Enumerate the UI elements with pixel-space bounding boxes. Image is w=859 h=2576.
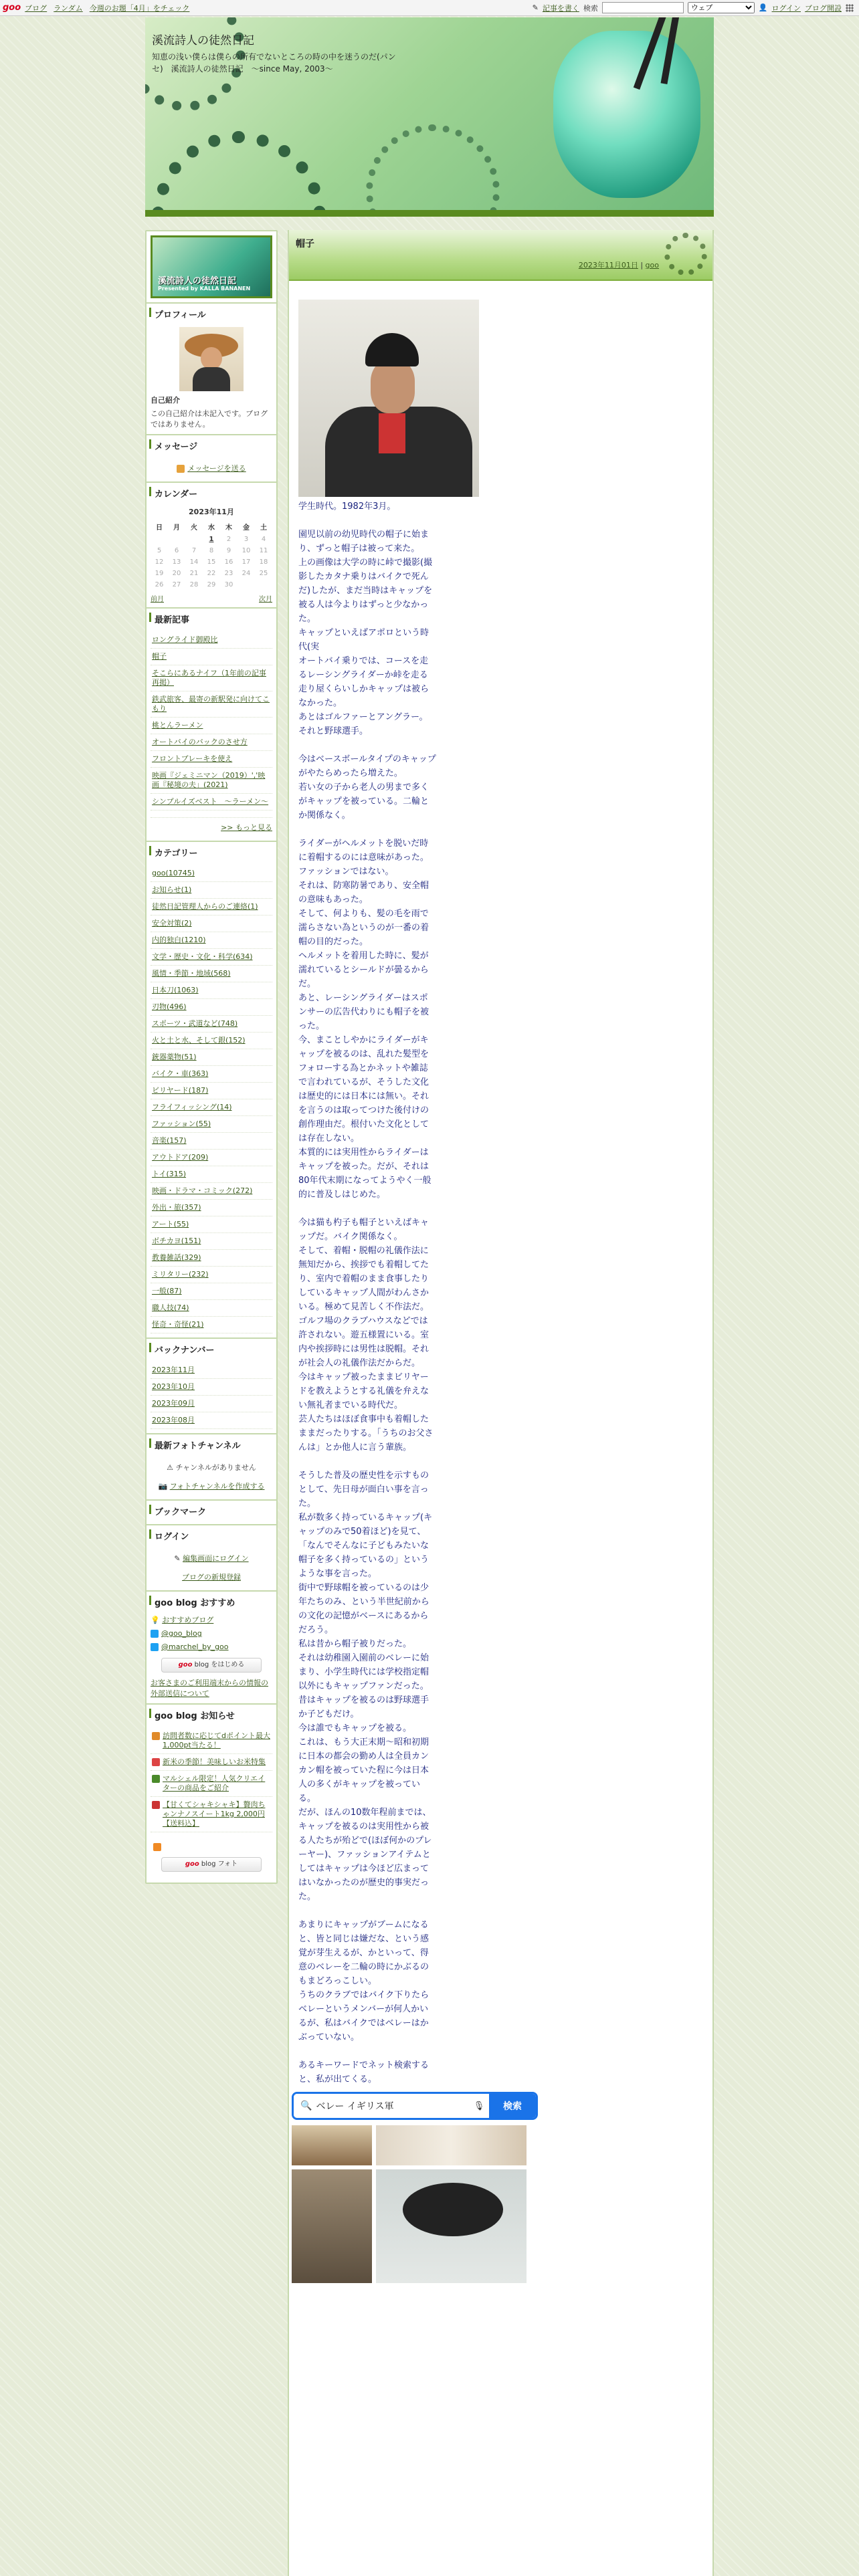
search-query: ベレー イギリス軍 [316,2101,394,2112]
category-link[interactable]: 職人技(74) [152,1303,189,1312]
calendar-day: 21 [189,570,199,577]
list-item [151,1200,272,1216]
rss-icon[interactable] [153,1843,161,1851]
send-message-link[interactable]: メッセージを送る [187,464,246,473]
pencil-icon: ✎ [174,1554,181,1563]
list-item [151,865,272,882]
list-item [151,691,272,718]
list-item [151,1183,272,1200]
external-info-link[interactable]: お客さまのご利用端末からの情報の外部送信について [151,1679,268,1698]
calendar-day: 2 [226,536,231,543]
calendar-day: 22 [207,570,216,577]
list-item [151,1300,272,1317]
goo-logo[interactable]: goo [3,3,21,13]
category-link[interactable]: 徒然日記管理人からのご連絡(1) [152,902,258,911]
list-item [151,1283,272,1300]
list-item [151,1216,272,1233]
list-item [151,734,272,751]
calendar-day: 6 [174,547,179,554]
entry-header [289,230,712,281]
lace-ornament [152,131,326,217]
entry-meta [579,259,659,270]
list-item [151,1362,272,1379]
list-item [151,982,272,999]
mic-icon[interactable]: 🎙 [469,2094,489,2118]
intro-label: 自己紹介 [151,396,180,405]
banner-title: 溪流詩人の徒然日記 [158,276,237,286]
news-heading: goo blog お知らせ [147,1703,276,1724]
result-image[interactable] [376,2169,527,2283]
list-item [151,1797,272,1832]
calendar-day: 12 [155,558,164,566]
main-content [288,230,714,2576]
news-icon [152,1801,160,1809]
list-item [151,1267,272,1283]
calendar-day: 8 [209,547,214,554]
calendar-day: 27 [172,581,181,588]
backnumber-link[interactable]: 2023年10月 [152,1382,195,1391]
result-image[interactable] [292,2125,372,2165]
create-channel-link[interactable]: フォトチャンネルを作成する [169,1482,265,1491]
recent-article-link[interactable]: ロングライド御殿比 [152,635,218,644]
user-icon: 👤 [758,3,768,12]
category-link[interactable]: 教養雑話(329) [152,1253,201,1262]
calendar-day: 9 [226,547,231,554]
category-link[interactable]: 内的独白(1210) [152,936,206,944]
blog-header [145,17,714,217]
no-channel-text: チャンネルがありません [175,1463,256,1472]
calendar-table [151,520,272,591]
list-item [151,1771,272,1797]
backnumber-link[interactable]: 2023年11月 [152,1366,195,1374]
calendar-day: 29 [207,581,216,588]
weekday: 金 [243,524,250,532]
category-link[interactable]: アート(55) [152,1220,189,1228]
list-item [151,882,272,899]
topbar-link-random[interactable]: ランダム [54,3,83,13]
calendar-day: 16 [224,558,233,566]
list-item [151,966,272,982]
category-link[interactable]: 風情・季節・地域(568) [152,969,231,978]
category-heading: カテゴリー [147,841,276,861]
search-label: 検索 [583,3,598,13]
calendar-day: 23 [224,570,233,577]
calendar-day [168,534,185,545]
list-item [151,899,272,916]
category-link[interactable]: フライフィッシング(14) [152,1103,232,1111]
blog-banner[interactable] [151,235,272,298]
paragraph: 園児以前の幼児時代の帽子に始まり、ずっと帽子は被って来た。 上の画像は大学の時に峠で撮影(撮影したカタナ乗りはバイクで死んだ)したが、まだ当時はキャップを被る人は今よりはずっと少なかった。 キャップといえばアポロという時代(実 オートバイ乗りでは、コースを走るレーシングライダーか峠を走る走り屋くらいしかキャップは被らなかった。 あとはゴルファーとアングラー。それと野球選手。 [298,530,433,736]
calendar-day [255,579,272,591]
login-heading: ログイン [147,1524,276,1545]
login-link[interactable]: ログイン [771,3,801,13]
paragraph: そうした普及の歴史性を示すものとして、先日母が面白い事を言った。 私が数多く持っているキャップ(キャップのみで50着ほど)を見て、「なんでそんなに子どもみたいな帽子を多く持っているの」というような事を言った。 街中で野球帽を被っているのは少年たちのみ、という半世紀前からの文化の記憶がベースにあるからだろう。 私は昔から帽子被りだった。 それは幼稚園入園前のベレーに始まり、小学生時代には学校指定帽以外にもキャップファンだった。昔はキャップを被るのは野球選手か子どもだけ。 今は誰でもキャップを被る。 これは、もう大正末期〜昭和初期に日本の都会の勤め人は全員カンカン帽を被っていた程に今は日本人の多くがキャップを被っている。 だが、ほんの10数年程前までは、キャップを被るのは実用性から被る人たちが殆どで(ほぼ何かのプレーヤー)、ファッションアイテムとしてはキャップは今ほど広まってはいなかったのが歴史的事実だった。 [298,1471,433,1902]
calendar-day: 17 [242,558,251,566]
list-item [151,632,272,649]
category-link[interactable]: トイ(315) [152,1170,187,1178]
paragraph: ライダーがヘルメットを脱いだ時に着帽するのには意味があった。ファッションではない。 それは、防寒防暑であり、安全帽の意味もあった。 そして、何よりも、髪の毛を雨で濡らさない為というのが一番の着帽の目的だった。 ヘルメットを着用した時に、髪が濡れているとシールドが曇るからだ。 あと、レーシングライダーはスポンサーの広告代わりにも帽子を被った。 今、まことしやかにライダーがキャップを被るのは、乱れた髪型をフォローする為とかネットや雑誌で言われているが、そうした文化は歴史的には日本には無い。それを言うのは取ってつけた後付けの創作理由だ。根付いた文化としては存在しない。 本質的には実用性からライダーはキャップを被った。だが、それは80年代末期になってようやく一般的に普及しはじめた。 [298,839,432,1200]
blog-title[interactable]: 溪流詩人の徒然日記 [152,34,254,47]
goo-toolbar [0,0,859,16]
twitter-link[interactable]: @marchel_by_goo [161,1642,229,1651]
search-query-field[interactable] [294,2094,469,2118]
topbar-link-blog[interactable]: ブログ [25,3,47,13]
list-item [151,811,272,818]
lace-ornament [366,124,500,217]
calendar-day: 11 [259,547,268,554]
entry-date-link[interactable]: 2023年11月01日 [578,261,638,270]
news-icon [152,1758,160,1766]
recent-article-link[interactable]: フロントブレーキを使え [152,754,233,763]
category-link[interactable]: 一般(87) [152,1287,182,1295]
recent-article-link[interactable]: 帽子 [152,652,167,661]
edit-login-link[interactable]: 編集画面にログイン [183,1554,249,1563]
category-link[interactable]: 文学・歴史・文化・科学(634) [152,952,253,961]
list-item [151,1049,272,1066]
list-item [151,1233,272,1250]
sidebar [145,230,278,1884]
recent-article-link[interactable]: シンプルイズベスト 〜ラーメン〜 [152,797,269,806]
calendar-day: 26 [155,581,164,588]
weekday: 土 [260,524,267,532]
list-item [151,1066,272,1083]
result-image[interactable] [292,2169,372,2283]
calendar-month: 2023年11月 [189,508,234,516]
profile-heading: プロフィール [147,302,276,323]
intro-text: この自己紹介は未記入です。ブログではありません。 [151,409,268,429]
list-item [151,768,272,794]
calendar-day [237,579,255,591]
search-scope-select[interactable] [688,2,755,13]
calendar-next-link[interactable]: 次月 [259,596,272,603]
start-blog-button[interactable]: goo blog をはじめる [161,1658,262,1673]
apps-grid-icon[interactable] [846,4,854,12]
category-link[interactable]: ボチカヨ(151) [152,1237,201,1245]
weekday: 水 [208,524,215,532]
calendar-day: 5 [157,547,162,554]
category-link[interactable]: 外出・旅(357) [152,1203,201,1212]
twitter-icon [151,1630,159,1638]
calendar-day: 28 [189,581,199,588]
list-item [151,1317,272,1333]
entry-title[interactable]: 帽子 [296,239,314,249]
list-item [151,665,272,691]
list-item [151,1166,272,1183]
search-button[interactable]: 検索 [489,2094,536,2118]
message-heading: メッセージ [147,434,276,455]
list-item [151,1250,272,1267]
weekday: 日 [156,524,163,532]
calendar-day: 19 [155,570,164,577]
recent-article-link[interactable]: 桃とんラーメン [152,721,203,730]
send-message-row [151,459,272,477]
recent-article-link[interactable]: 鉄武旅客、最寄の新駅発に向けてこもり [152,695,270,713]
category-link[interactable]: 安全対策(2) [152,919,192,928]
list-item [151,718,272,734]
photo-caption: 学生時代。1982年3月。 [298,502,396,512]
paragraph: 今は猫も杓子も帽子といえばキャップだ。バイク関係なく。 そして、着帽・脱帽の礼儀作法に無知だから、挨拶でも着帽してたり、室内で着帽のまま食事したりしているキャップ人間がわんさかいる。極めて見苦しく不作法だ。ゴルフ場のクラブハウスなどでは許されない。遊五様置にいる。室内や挨拶時には男性は脱帽。それが社会人の礼儀作法だからだ。 今はキャップ被ったままビリヤードを教えようとする礼儀を弁えない無礼者までいる時代だ。 芸人たちはほぼ食事中も着帽したままだったりする。「うちのお父さんは」とか他人に言う輩族。 [298,1218,434,1453]
recent-heading: 最新記事 [147,607,276,628]
write-article-link[interactable]: 記事を書く [542,3,579,13]
news-list [151,1728,272,1832]
recent-article-link[interactable]: そこらにあるナイフ（1年前の記事再掲） [152,669,266,687]
news-icon [152,1775,160,1783]
list-item [151,1754,272,1771]
blog-description: 知恵の浅い僕らは僕らの所有でないところの時の中を迷うのだ(パンセ) 溪流詩人の徒然日記 〜since May, 2003〜 [152,52,396,74]
backnumber-link[interactable]: 2023年09月 [152,1399,195,1408]
twitter-icon [151,1643,159,1651]
list-item [151,751,272,768]
backnumber-list [151,1362,272,1429]
profile-avatar [179,327,244,391]
photo-channel-heading: 最新フォトチャンネル [147,1433,276,1454]
category-link[interactable]: 火と土と水、そして銀(152) [152,1036,246,1045]
category-link[interactable]: goo(10745) [152,869,195,877]
list-item [151,932,272,949]
topbar-link-theme[interactable]: 今週のお題「4月」をチェック [89,3,190,13]
calendar-day: 10 [242,547,251,554]
topbar-right [533,2,854,13]
category-list [151,865,272,1333]
list-item [151,794,272,811]
category-link[interactable]: 音楽(157) [152,1136,187,1145]
leaf-ornament [664,233,707,276]
search-result-images [292,2125,712,2283]
category-link[interactable]: ファッション(55) [152,1119,211,1128]
pencil-icon: ✎ [532,3,539,12]
banner-subtitle: Presented by KALLA BANANEN [158,286,251,292]
meta-separator: | [638,261,646,270]
news-icon [152,1732,160,1740]
camera-icon: 📷 [158,1482,168,1491]
calendar-prev-link[interactable]: 前月 [151,596,164,603]
calendar-day [151,534,168,545]
category-link[interactable]: 日本刀(1063) [152,986,199,994]
calendar-day-link[interactable]: 1 [209,536,214,543]
list-item [151,999,272,1016]
category-link[interactable]: お知らせ(1) [152,885,192,894]
list-item [151,1016,272,1033]
list-item [151,1033,272,1049]
list-item [151,916,272,932]
category-link[interactable]: ビリヤード(187) [152,1086,209,1095]
list-item [151,1083,272,1099]
calendar-day: 14 [189,558,199,566]
paragraph: 今はベースボールタイプのキャップがやたらめったら増えた。 若い女の子から老人の男まで多くがキャップを被っている。二輪とか関係なく。 [298,754,436,821]
entry-category-link[interactable]: goo [645,261,659,270]
paragraph: あまりにキャップがブームになると、皆と同じは嫌だな、という感覚が芽生えるが、かといって、得意のベレーを二輪の時にかぶるのもまどろっこしい。 うちのクラブではバイク下りたらベレーというメンバーが何人かいるが、私はバイクではベレーはかぶっていない。 [298,1920,430,2042]
register-blog-link[interactable]: ブログの新規登録 [182,1573,241,1582]
calendar-day: 13 [172,558,181,566]
calendar-heading: カレンダー [147,481,276,502]
news-link[interactable]: 新米の季節！美味しいお米特集 [163,1757,266,1766]
weekday: 月 [173,524,180,532]
calendar-day: 15 [207,558,216,566]
calendar-day: 3 [244,536,249,543]
list-item [151,1379,272,1396]
category-link[interactable]: 映画・ドラマ・コミック(272) [152,1186,253,1195]
calendar-day: 30 [224,581,233,588]
category-link[interactable]: 怪奇・奇怪(21) [152,1320,204,1329]
calendar-day: 20 [172,570,181,577]
weekday: 火 [191,524,197,532]
list-item [151,649,272,665]
start-blog-label: blog をはじめる [194,1661,245,1669]
google-search-box [292,2092,538,2120]
list-item [151,1150,272,1166]
backnumber-heading: バックナンバー [147,1337,276,1358]
category-link[interactable]: バイク・車(363) [152,1069,209,1078]
bookmark-heading: ブックマーク [147,1499,276,1520]
student-photo[interactable] [298,300,479,497]
list-item [151,1099,272,1116]
calendar-day: 25 [259,570,268,577]
category-link[interactable]: 刃物(496) [152,1002,187,1011]
recent-list [151,632,272,818]
calendar-day: 4 [261,536,266,543]
calendar-day: 7 [191,547,197,554]
list-item [151,1116,272,1133]
twitter-link[interactable]: @goo_blog [161,1629,202,1638]
search-icon: 🔍 [300,2101,312,2111]
bulb-icon: 💡 [151,1616,160,1624]
mail-icon [177,465,185,473]
blog-photo-button[interactable]: goo blog フォト [161,1857,262,1872]
calendar-day: 18 [259,558,268,566]
recent-article-link[interactable]: オートバイのバックのさせ方 [152,738,248,746]
open-blog-link[interactable]: ブログ開設 [805,3,842,13]
recommend-blog-link[interactable]: おすすめブログ [162,1616,214,1624]
topbar-search-input[interactable] [602,2,684,13]
list-item [151,1396,272,1412]
paragraph: あるキーワードでネット検索すると、私が出てくる。 [298,2060,430,2084]
list-item [151,1133,272,1150]
news-link[interactable]: 訪問者数に応じてdポイント最大1,000pt当たる！ [163,1731,270,1749]
recent-article-link[interactable]: 映画『ジェミニマン（2019）','映画『秘境の夫」(2021) [152,771,266,789]
category-link[interactable]: スポーツ・武道など(748) [152,1019,238,1028]
warning-icon: ⚠ [167,1463,174,1472]
more-articles-link[interactable]: >> もっと見る [221,823,272,832]
news-link[interactable]: 【甘くてシャキシャキ】贅肉ちゃンナノスイート1kg 2,000円【送料込】 [163,1800,266,1828]
list-item [151,949,272,966]
calendar-day [185,534,203,545]
list-item [151,1728,272,1754]
entry-body [289,281,443,2086]
news-link[interactable]: マルシェル限定！人気クリエイターの商品をご紹介 [163,1774,266,1792]
category-link[interactable]: ミリタリー(232) [152,1270,209,1279]
result-image[interactable] [376,2125,527,2165]
recommend-heading: goo blog おすすめ [147,1590,276,1611]
category-link[interactable]: 銃器薬物(51) [152,1053,197,1061]
list-item [151,1412,272,1429]
backnumber-link[interactable]: 2023年08月 [152,1416,195,1424]
mint-drink-image [553,31,700,198]
category-link[interactable]: アウトドア(209) [152,1153,209,1162]
calendar-day: 24 [242,570,251,577]
weekday: 木 [225,524,232,532]
blog-photo-label: blog フォト [201,1860,238,1868]
